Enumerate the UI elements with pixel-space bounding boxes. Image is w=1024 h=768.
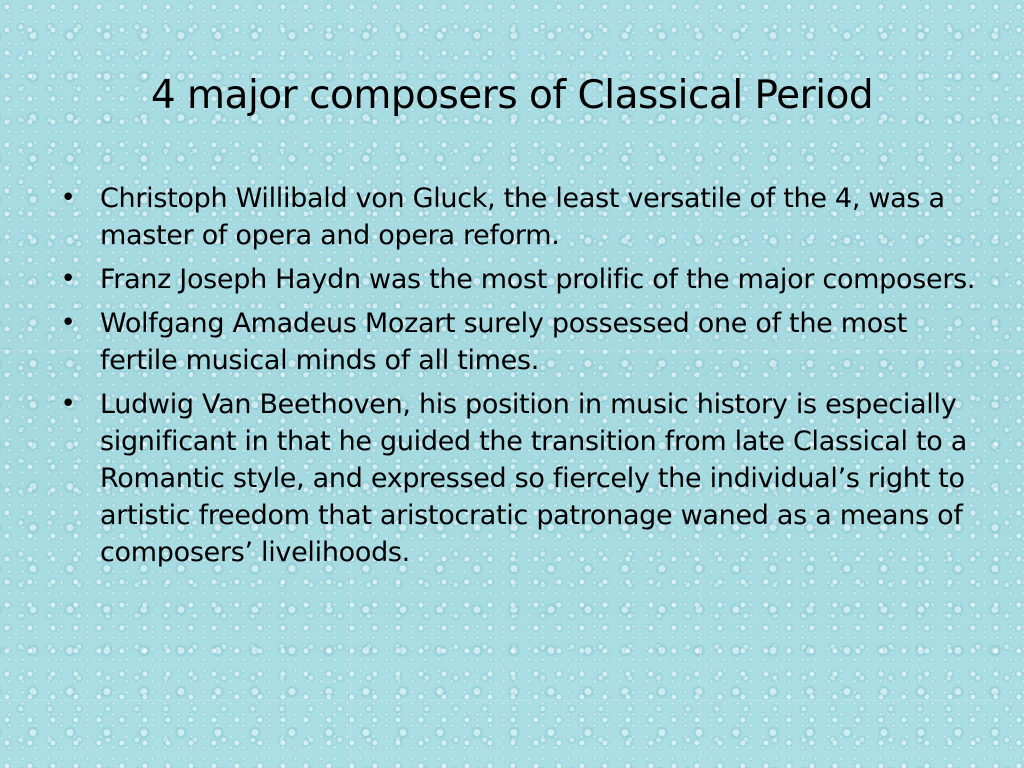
bullet-text: Christoph Willibald von Gluck, the least versatile of the 4, was a master of opera and opera reform.	[100, 183, 945, 251]
bullet-icon: •	[60, 389, 76, 419]
bullet-item-gluck	[58, 180, 976, 254]
bullet-item-beethoven	[58, 386, 976, 571]
bullet-item-haydn	[58, 261, 976, 298]
bullet-icon: •	[60, 264, 76, 294]
bullet-text: Ludwig Van Beethoven, his position in music history is especially significant in that he guided the transition from late Classical to a Romantic style, and expressed so fiercely the individual’s right to artistic freedom that aristocratic patronage waned as a means of composers’ livelihoods.	[100, 389, 968, 568]
slide-title: 4 major composers of Classical Period	[150, 73, 874, 118]
bullet-list	[58, 180, 976, 578]
bullet-item-mozart	[58, 305, 976, 379]
bullet-icon: •	[60, 308, 76, 338]
bullet-text: Wolfgang Amadeus Mozart surely possessed one of the most fertile musical minds of all times.	[100, 308, 908, 376]
bullet-text: Franz Joseph Haydn was the most prolific of the major composers.	[100, 264, 976, 295]
bullet-icon: •	[60, 183, 76, 213]
